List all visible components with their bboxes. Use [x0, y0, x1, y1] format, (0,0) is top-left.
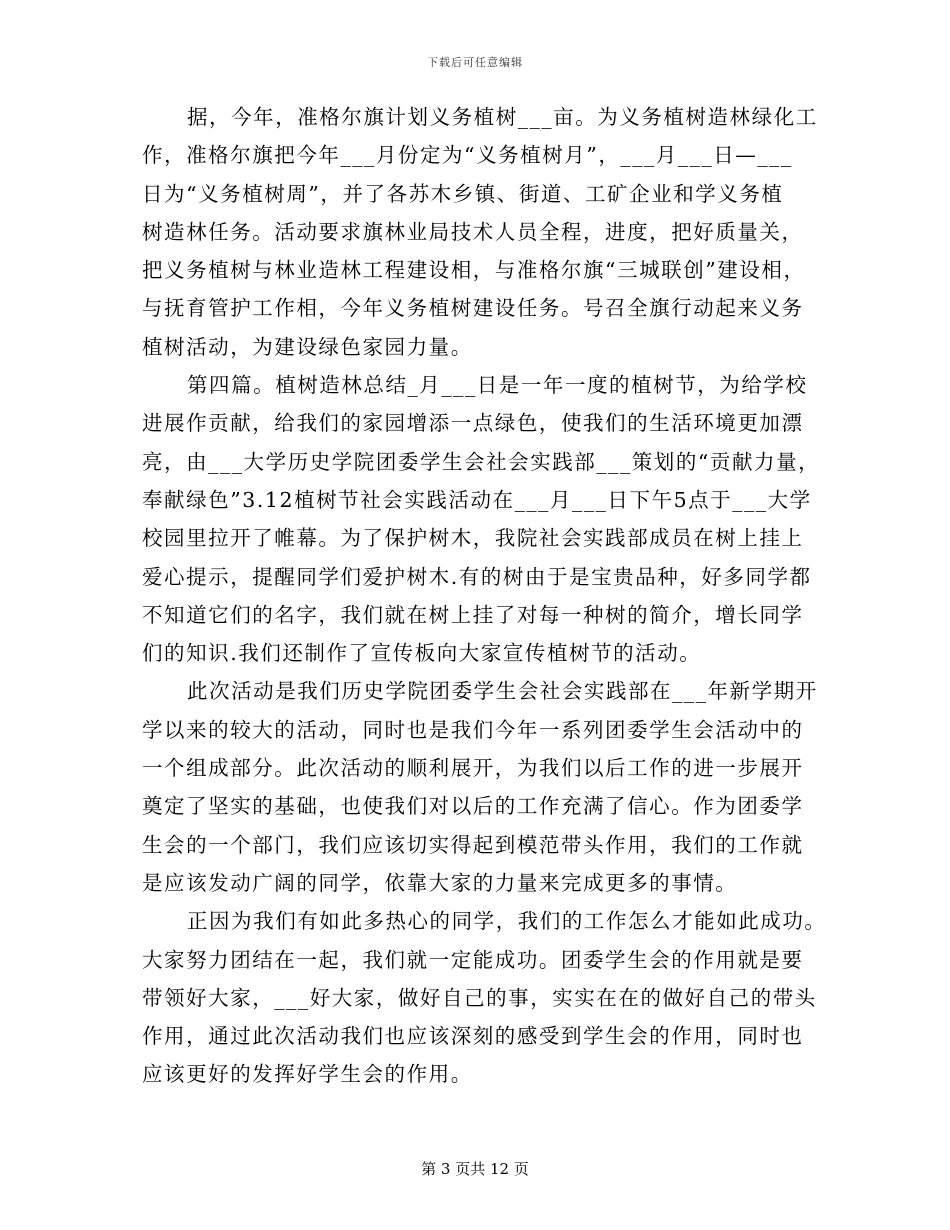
text-line: 与抚育管护工作相，今年义务植树建设任务。号召全旗行动起来义务	[142, 296, 804, 321]
text-line: 作用，通过此次活动我们也应该深刻的感受到学生会的作用，同时也	[142, 1024, 804, 1049]
text-line: 第四篇。植树造林总结_月___日是一年一度的植树节，为给学校	[187, 373, 808, 398]
text-line: 一个组成部分。此次活动的顺利展开，为我们以后工作的进一步展开	[142, 756, 804, 781]
text-line: 作，准格尔旗把今年___月份定为“义务植树月”，___月___日—___	[142, 143, 793, 168]
text-line: 大家努力团结在一起，我们就一定能成功。团委学生会的作用就是要	[142, 947, 804, 972]
text-line: 生会的一个部门，我们应该切实得起到模范带头作用，我们的工作就	[142, 832, 804, 857]
text-line: 日为“义务植树周”，并了各苏木乡镇、街道、工矿企业和学义务植	[142, 181, 784, 206]
text-line: 们的知识.我们还制作了宣传板向大家宣传植树节的活动。	[142, 641, 702, 666]
text-line: 校园里拉开了帷幕。为了保护树木，我院社会实践部成员在树上挂上	[142, 526, 804, 551]
page-header: 下载后可任意编辑	[427, 56, 523, 69]
text-line: 把义务植树与林业造林工程建设相，与准格尔旗“三城联创”建设相，	[142, 258, 806, 283]
text-line: 带领好大家，___好大家，做好自己的事，实实在在的做好自己的带头	[142, 985, 817, 1010]
text-line: 树造林任务。活动要求旗林业局技术人员全程，进度，把好质量关，	[142, 219, 804, 244]
text-line: 奠定了坚实的基础，也使我们对以后的工作充满了信心。作为团委学	[142, 794, 804, 819]
text-line: 亮，由___大学历史学院团委学生会社会实践部___策划的“贡献力量，	[142, 449, 821, 474]
page-number: 第 3 页共 12 页	[421, 1160, 529, 1178]
text-line: 学以来的较大的活动，同时也是我们今年一系列团委学生会活动中的	[142, 717, 804, 742]
text-line: 奉献绿色”3.12植树节社会实践活动在___月___日下午5点于___大学	[142, 487, 812, 512]
text-line: 据，今年，准格尔旗计划义务植树___亩。为义务植树造林绿化工	[187, 105, 818, 129]
text-line: 此次活动是我们历史学院团委学生会社会实践部在___年新学期开	[187, 679, 818, 704]
text-line: 正因为我们有如此多热心的同学，我们的工作怎么才能如此成功。	[187, 909, 827, 934]
text-line: 是应该发动广阔的同学，依靠大家的力量来完成更多的事情。	[142, 870, 738, 895]
document-body	[142, 98, 827, 1094]
text-line: 进展作贡献，给我们的家园增添一点绿色，使我们的生活环境更加漂	[142, 411, 804, 436]
text-line: 不知道它们的名字，我们就在树上挂了对每一种树的简介，增长同学	[142, 602, 804, 627]
text-line: 爱心提示，提醒同学们爱护树木.有的树由于是宝贵品种，好多同学都	[142, 564, 812, 589]
text-line: 应该更好的发挥好学生会的作用。	[142, 1062, 473, 1087]
text-line: 植树活动，为建设绿色家园力量。	[142, 334, 473, 359]
